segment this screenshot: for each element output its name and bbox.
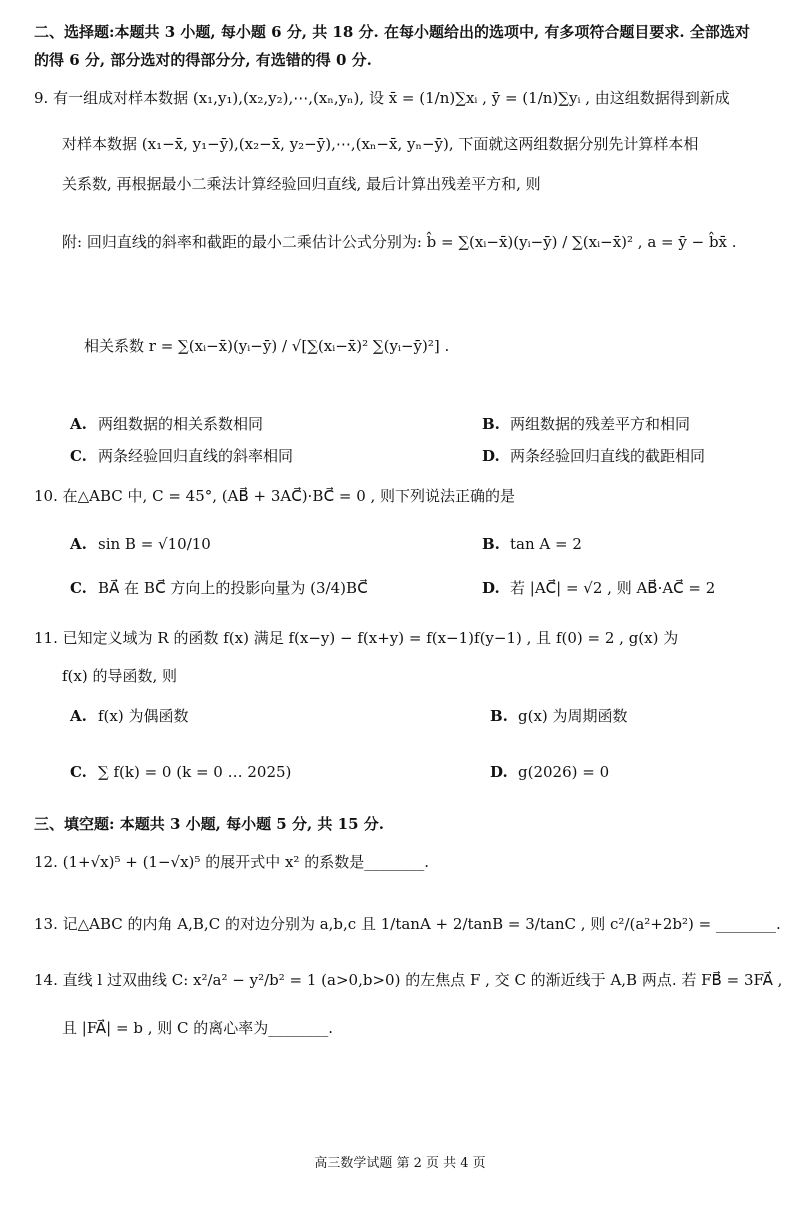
q10-option-c-text: BA⃗ 在 BC⃗ 方向上的投影向量为 (3/4)BC⃗ <box>98 579 368 597</box>
q9-line2: 对样本数据 (x₁−x̄, y₁−ȳ),(x₂−x̄, y₂−ȳ),⋯,(xₙ−x̄, yₙ−ȳ), 下面就这两组数据分别先计算样本相 <box>62 135 699 153</box>
q11-option-b <box>490 706 628 726</box>
q11-option-c-text: ∑ f(k) = 0 (k = 0 … 2025) <box>98 763 292 781</box>
option-label: C. <box>70 579 87 597</box>
q9-correlation-formula: 相关系数 r = ∑(xᵢ−x̄)(yᵢ−ȳ) / √[∑(xᵢ−x̄)² ∑(yᵢ−ȳ)²] . <box>84 337 450 355</box>
q11-option-d <box>490 762 609 782</box>
option-label: B. <box>482 415 500 433</box>
q9-option-c <box>70 446 293 466</box>
option-label: D. <box>482 447 500 465</box>
q9-option-c-text: 两条经验回归直线的斜率相同 <box>98 447 294 465</box>
q9-option-d-text: 两条经验回归直线的截距相同 <box>510 447 706 465</box>
q9-line1: 9. 有一组成对样本数据 (x₁,y₁),(x₂,y₂),⋯,(xₙ,yₙ), 设 x̄ = (1/n)∑xᵢ , ȳ = (1/n)∑yᵢ , 由这组数据得到新成 <box>34 89 730 107</box>
option-label: A. <box>70 415 87 433</box>
q9-note-formula: 附: 回归直线的斜率和截距的最小二乘估计公式分别为: b̂ = ∑(xᵢ−x̄)(yᵢ−ȳ) / ∑(xᵢ−x̄)² , a = ȳ − b̂x̄ . <box>62 233 737 251</box>
q12-stem: 12. (1+√x)⁵ + (1−√x)⁵ 的展开式中 x² 的系数是________. <box>34 853 429 871</box>
q11-option-a-text: f(x) 为偶函数 <box>98 707 189 725</box>
section2-header-line2: 的得 6 分, 部分选对的得部分分, 有选错的得 0 分. <box>34 51 372 69</box>
option-label: B. <box>490 707 508 725</box>
q10-option-d <box>482 578 715 598</box>
option-label: A. <box>70 707 87 725</box>
page-footer: 高三数学试题 第 2 页 共 4 页 <box>314 1156 486 1171</box>
q9-option-b <box>482 414 690 434</box>
option-label: B. <box>482 535 500 553</box>
option-label: C. <box>70 447 87 465</box>
q10-option-d-text: 若 |AC⃗| = √2 , 则 AB⃗·AC⃗ = 2 <box>510 579 716 597</box>
q14-stem-line1: 14. 直线 l 过双曲线 C: x²/a² − y²/b² = 1 (a>0,b>0) 的左焦点 F , 交 C 的渐近线于 A,B 两点. 若 FB⃗ = 3FA⃗ , <box>34 971 783 989</box>
q9-line3: 关系数, 再根据最小二乘法计算经验回归直线, 最后计算出残差平方和, 则 <box>62 175 541 193</box>
q13-stem: 13. 记△ABC 的内角 A,B,C 的对边分别为 a,b,c 且 1/tanA + 2/tanB = 3/tanC , 则 c²/(a²+2b²) = ________. <box>34 915 781 933</box>
q10-option-b-text: tan A = 2 <box>510 535 582 553</box>
q9-option-d <box>482 446 705 466</box>
q10-option-b <box>482 534 582 554</box>
q10-option-c <box>70 578 368 598</box>
q9-option-a <box>70 414 263 434</box>
q11-option-b-text: g(x) 为周期函数 <box>518 707 628 725</box>
q11-option-a <box>70 706 188 726</box>
option-label: A. <box>70 535 87 553</box>
q9-option-a-text: 两组数据的相关系数相同 <box>98 415 264 433</box>
q10-stem: 10. 在△ABC 中, C = 45°, (AB⃗ + 3AC⃗)·BC⃗ = 0 , 则下列说法正确的是 <box>34 487 516 505</box>
q9-option-b-text: 两组数据的残差平方和相同 <box>510 415 691 433</box>
q11-stem-line2: f(x) 的导函数, 则 <box>62 667 178 685</box>
section2-header-line1: 二、选择题:本题共 3 小题, 每小题 6 分, 共 18 分. 在每小题给出的选项中, 有多项符合题目要求. 全部选对 <box>34 23 750 41</box>
q11-option-d-text: g(2026) = 0 <box>518 763 610 781</box>
q10-option-a-text: sin B = √10/10 <box>98 535 211 553</box>
q10-option-a <box>70 534 211 554</box>
option-label: D. <box>490 763 508 781</box>
section3-header: 三、填空题: 本题共 3 小题, 每小题 5 分, 共 15 分. <box>34 815 384 833</box>
option-label: C. <box>70 763 87 781</box>
q11-option-c <box>70 762 291 782</box>
q11-stem-line1: 11. 已知定义域为 R 的函数 f(x) 满足 f(x−y) − f(x+y) = f(x−1)f(y−1) , 且 f(0) = 2 , g(x) 为 <box>34 629 679 647</box>
option-label: D. <box>482 579 500 597</box>
q14-stem-line2: 且 |FA⃗| = b , 则 C 的离心率为________. <box>62 1019 334 1037</box>
